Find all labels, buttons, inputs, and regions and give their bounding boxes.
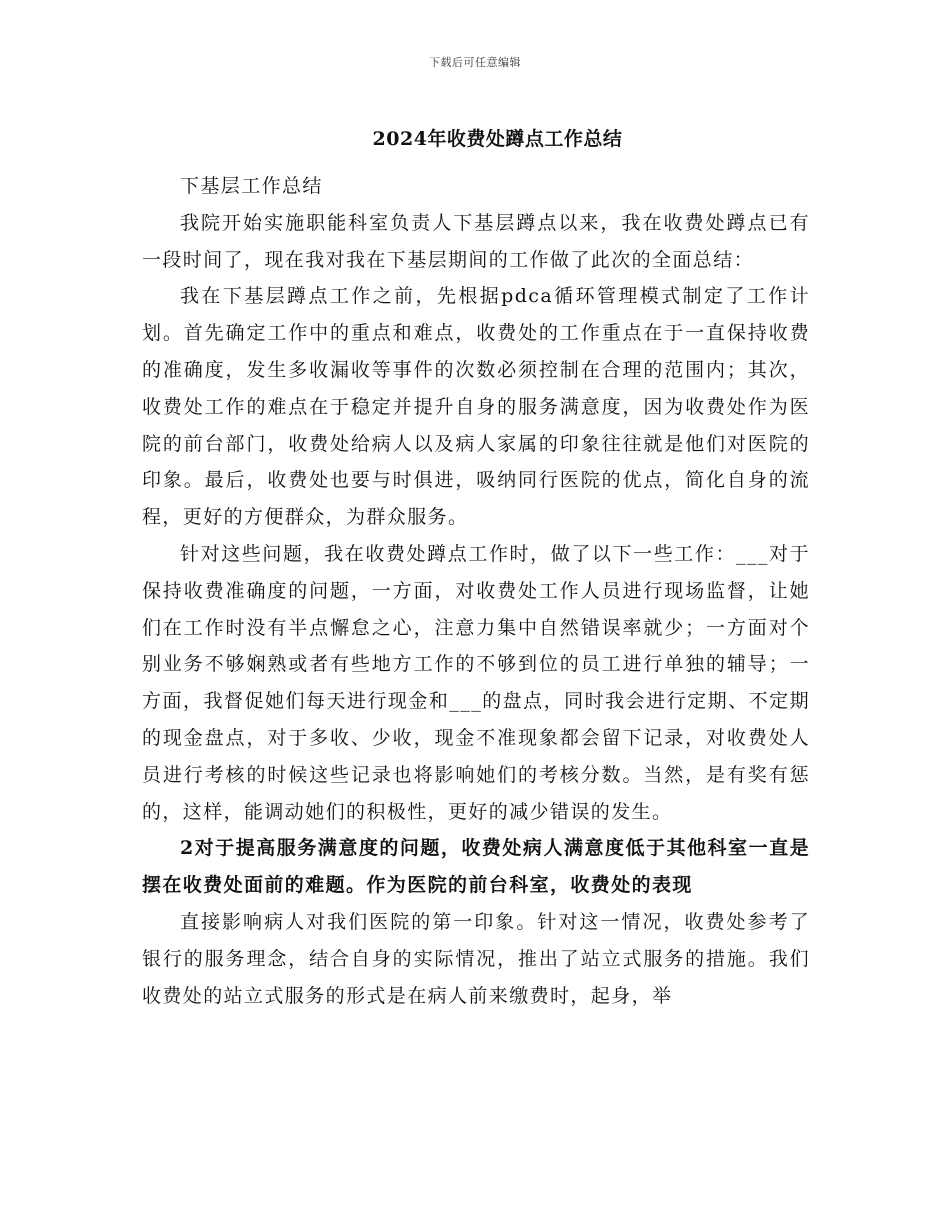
paragraph-plan: 我在下基层蹲点工作之前，先根据pdca循环管理模式制定了工作计划。首先确定工作中的重点和难点，收费处的工作重点在于一直保持收费的准确度，发生多收漏收等事件的次数必须控制在合理的范围内；其次，收费处工作的难点在于稳定并提升自身的服务满意度，因为收费处作为医院的前台部门，收费处给病人以及病人家属的印象往往就是他们对医院的印象。最后，收费处也要与时俱进，吸纳同行医院的优点，简化自身的流程，更好的方便群众，为群众服务。 — [142, 285, 810, 529]
page-title: 2024年收费处蹲点工作总结 — [372, 128, 623, 150]
paragraph-accuracy: 针对这些问题，我在收费处蹲点工作时，做了以下一些工作：___对于保持收费准确度的问题，一方面，对收费处工作人员进行现场监督，让她们在工作时没有半点懈怠之心，注意力集中自然错误率就少；一方面对个别业务不够娴熟或者有些地方工作的不够到位的员工进行单独的辅导；一方面，我督促她们每天进行现金和___的盘点，同时我会进行定期、不定期的现金盘点，对于多收、少收，现金不准现象都会留下记录，对收费处人员进行考核的时候这些记录也将影响她们的考核分数。当然，是有奖有惩的，这样，能调动她们的积极性，更好的减少错误的发生。 — [142, 542, 810, 823]
paragraph-satisfaction-heading: 2对于提高服务满意度的问题，收费处病人满意度低于其他科室一直是摆在收费处面前的难题。作为医院的前台科室，收费处的表现 — [142, 837, 810, 897]
paragraph-intro: 我院开始实施职能科室负责人下基层蹲点以来，我在收费处蹲点已有一段时间了，现在我对我在下基层期间的工作做了此次的全面总结： — [142, 211, 810, 271]
section-heading: 下基层工作总结 — [180, 175, 323, 197]
paragraph-service: 直接影响病人对我们医院的第一印象。针对这一情况，收费处参考了银行的服务理念，结合自身的实际情况，推出了站立式服务的措施。我们收费处的站立式服务的形式是在病人前来缴费时，起身，举 — [142, 910, 810, 1007]
document-body — [142, 168, 810, 1014]
header-note: 下载后可任意编辑 — [429, 56, 521, 69]
